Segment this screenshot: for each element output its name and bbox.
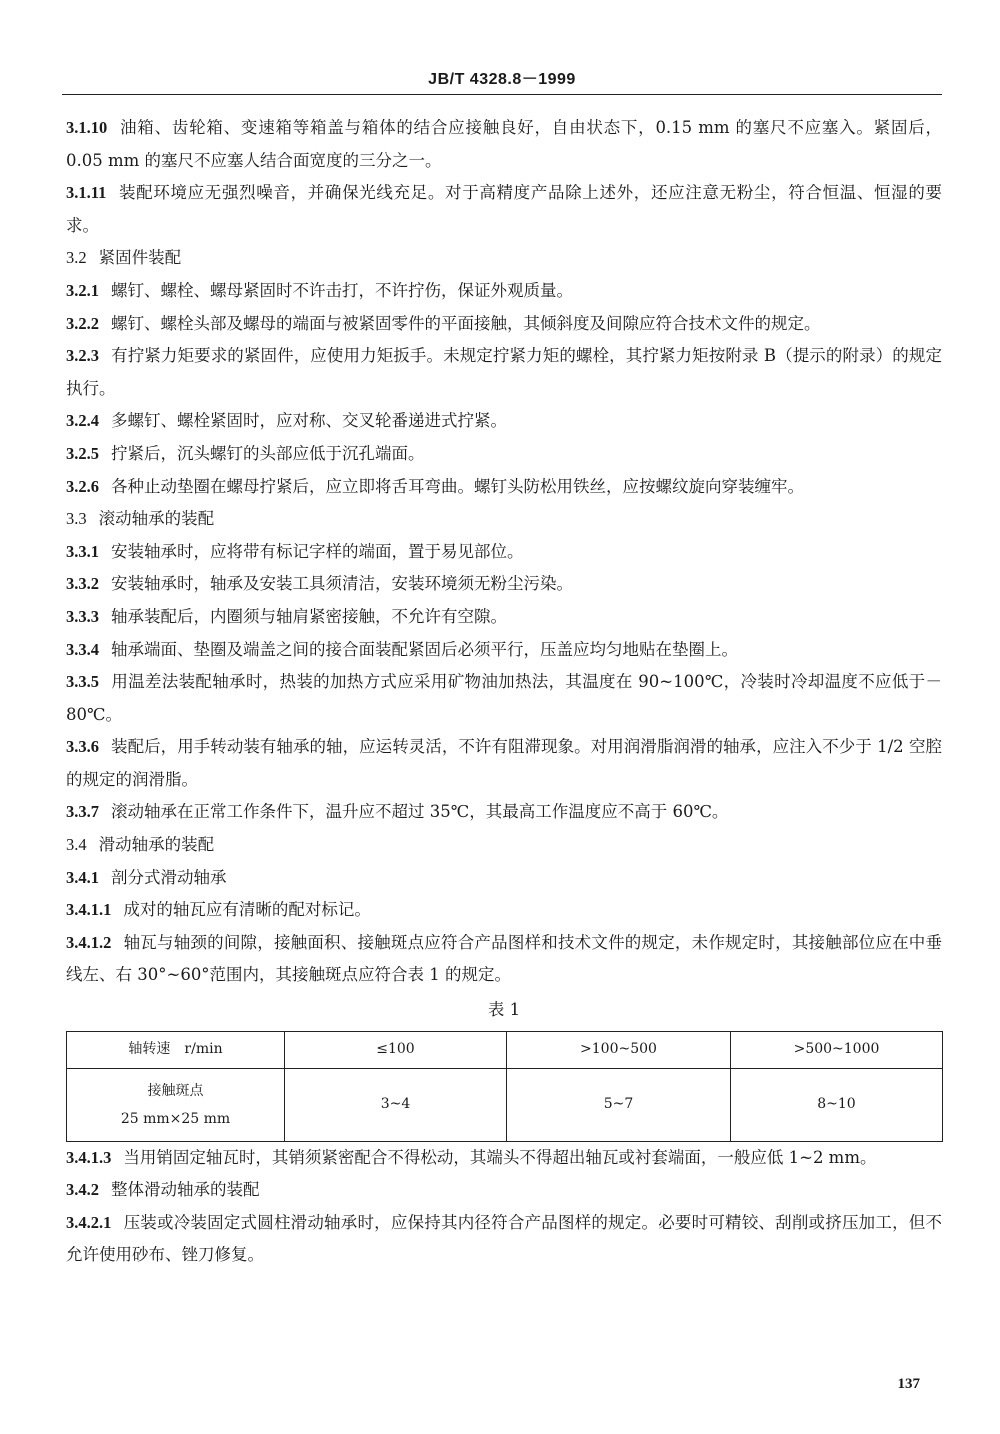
header-rule — [62, 94, 942, 95]
clause-text: 压装或冷装固定式圆柱滑动轴承时，应保持其内径符合产品图样的规定。必要时可精铰、刮削或挤压加工，但不允许使用砂布、锉刀修复。 — [66, 1212, 942, 1265]
table-row — [67, 1068, 943, 1141]
clause-number: 3.4.1.2 — [66, 932, 112, 952]
document-body — [66, 112, 942, 1272]
clause-text: 装配环境应无强烈噪音，并确保光线充足。对于高精度产品除上述外，还应注意无粉尘，符合恒温、恒湿的要求。 — [66, 183, 942, 235]
row-label-line: 25 mm×25 mm — [120, 1110, 231, 1127]
clause-number: 3.2 — [66, 248, 87, 268]
clause-paragraph — [66, 112, 942, 177]
clause-text: 轴承端面、垫圈及端盖之间的接合面装配紧固后必须平行，压盖应均匀地贴在垫圈上。 — [111, 639, 738, 659]
clause-text: 轴瓦与轴颈的间隙，接触面积、接触斑点应符合产品图样和技术文件的规定，未作规定时，其接触部位应在中垂线左、右 30°~60°范围内，其接触斑点应符合表 1 的规定。 — [66, 932, 942, 985]
clause-text: 安装轴承时，应将带有标记字样的端面，置于易见部位。 — [111, 541, 524, 561]
row-label-line: 接触斑点 — [147, 1082, 204, 1099]
clause-text: 整体滑动轴承的装配 — [111, 1180, 260, 1200]
clause-number: 3.1.10 — [66, 118, 108, 137]
clause-number: 3.4.2.1 — [66, 1212, 112, 1232]
clause-paragraph — [66, 927, 942, 992]
clause-paragraph — [66, 308, 942, 341]
clause-text: 多螺钉、螺栓紧固时，应对称、交叉轮番递进式拧紧。 — [111, 411, 507, 431]
table-cell: 8~10 — [731, 1068, 943, 1141]
clause-number: 3.3.3 — [66, 606, 99, 626]
clause-number: 3.3 — [66, 509, 87, 529]
clause-text: 滑动轴承的装配 — [98, 835, 215, 855]
clause-paragraph — [66, 536, 942, 569]
clause-paragraph — [66, 405, 942, 438]
clause-paragraph — [66, 634, 942, 667]
clause-paragraph — [66, 796, 942, 829]
clause-paragraph — [66, 601, 942, 634]
clause-paragraph — [66, 666, 942, 731]
table-header-cell: >100~500 — [507, 1031, 731, 1068]
clause-number: 3.3.2 — [66, 574, 99, 594]
clause-number: 3.3.6 — [66, 737, 99, 757]
standard-header: JB/T 4328.8－1999 — [428, 71, 576, 88]
table-caption: 表 1 — [487, 1000, 521, 1020]
clause-number: 3.4.1.3 — [66, 1147, 112, 1167]
clause-text: 安装轴承时，轴承及安装工具须清洁，安装环境须无粉尘污染。 — [111, 574, 573, 594]
clause-number: 3.2.6 — [66, 476, 99, 496]
clause-number: 3.4 — [66, 835, 87, 855]
clause-text: 剖分式滑动轴承 — [111, 867, 227, 887]
clause-paragraph — [66, 1174, 942, 1207]
clause-number: 3.3.7 — [66, 802, 99, 822]
section-heading — [66, 829, 942, 862]
table-header-cell: 轴转速 r/min — [67, 1031, 285, 1068]
clause-paragraph — [66, 177, 942, 242]
clause-text: 螺钉、螺栓、螺母紧固时不许击打，不许拧伤，保证外观质量。 — [111, 280, 573, 300]
clause-paragraph — [66, 438, 942, 471]
table-cell: 5~7 — [507, 1068, 731, 1141]
table-cell: 3~4 — [285, 1068, 507, 1141]
clause-text: 轴承装配后，内圈须与轴肩紧密接触，不允许有空隙。 — [111, 606, 507, 626]
clause-paragraph — [66, 894, 942, 927]
clause-text: 装配后，用手转动装有轴承的轴，应运转灵活，不许有阻滞现象。对用润滑脂润滑的轴承，应注入不少于 1/2 空腔的规定的润滑脂。 — [66, 737, 942, 789]
clause-text: 各种止动垫圈在螺母拧紧后，应立即将舌耳弯曲。螺钉头防松用铁丝，应按螺纹旋向穿装缠牢。 — [111, 476, 804, 496]
clause-text: 螺钉、螺栓头部及螺母的端面与被紧固零件的平面接触，其倾斜度及间隙应符合技术文件的规定。 — [111, 313, 821, 333]
clause-paragraph — [66, 340, 942, 405]
clause-text: 有拧紧力矩要求的紧固件，应使用力矩扳手。未规定拧紧力矩的螺栓，其拧紧力矩按附录 B（提示的附录）的规定执行。 — [66, 346, 942, 398]
clause-number: 3.4.2 — [66, 1180, 99, 1200]
clause-number: 3.2.4 — [66, 411, 99, 431]
clause-number: 3.2.3 — [66, 346, 99, 366]
table-row-label — [67, 1068, 285, 1141]
clause-text: 油箱、齿轮箱、变速箱等箱盖与箱体的结合应接触良好，自由状态下，0.15 mm 的塞尺不应塞入。紧固后，0.05 mm 的塞尺不应塞人结合面宽度的三分之一。 — [66, 118, 942, 170]
clauses-section-b — [66, 1142, 942, 1272]
clause-text: 拧紧后，沉头螺钉的头部应低于沉孔端面。 — [111, 443, 425, 463]
clause-text: 滚动轴承在正常工作条件下，温升应不超过 35℃，其最高工作温度应不高于 60℃。 — [111, 802, 729, 822]
clause-number: 3.1.11 — [66, 183, 107, 203]
clause-number: 3.2.5 — [66, 443, 99, 463]
clause-text: 紧固件装配 — [98, 248, 182, 268]
clause-text: 当用销固定轴瓦时，其销须紧密配合不得松动，其端头不得超出轴瓦或衬套端面，一般应低 1~2 mm。 — [123, 1147, 877, 1167]
section-heading — [66, 503, 942, 536]
clause-number: 3.4.1.1 — [66, 900, 112, 920]
clause-paragraph — [66, 862, 942, 895]
clause-text: 用温差法装配轴承时，热装的加热方式应采用矿物油加热法，其温度在 90~100℃，冷装时冷却温度不应低于－80℃。 — [66, 672, 942, 724]
clauses-section-a — [66, 112, 942, 992]
clause-paragraph — [66, 1142, 942, 1175]
table-header-cell: >500~1000 — [731, 1031, 943, 1068]
clause-number: 3.2.1 — [66, 280, 99, 300]
clause-paragraph — [66, 1207, 942, 1272]
clause-paragraph — [66, 471, 942, 504]
clause-paragraph — [66, 275, 942, 308]
clause-number: 3.3.5 — [66, 672, 99, 692]
clause-paragraph — [66, 731, 942, 796]
contact-spot-table — [66, 1031, 943, 1142]
page-number: 137 — [897, 1376, 920, 1392]
clause-text: 成对的轴瓦应有清晰的配对标记。 — [123, 900, 371, 920]
clause-number: 3.3.4 — [66, 639, 99, 659]
table-header-cell: ≤100 — [285, 1031, 507, 1068]
clause-number: 3.3.1 — [66, 541, 99, 561]
clause-paragraph — [66, 568, 942, 601]
clause-text: 滚动轴承的装配 — [98, 509, 215, 529]
table-header-row — [67, 1031, 943, 1068]
clause-number: 3.2.2 — [66, 313, 99, 333]
clause-number: 3.4.1 — [66, 867, 99, 887]
section-heading — [66, 242, 942, 275]
